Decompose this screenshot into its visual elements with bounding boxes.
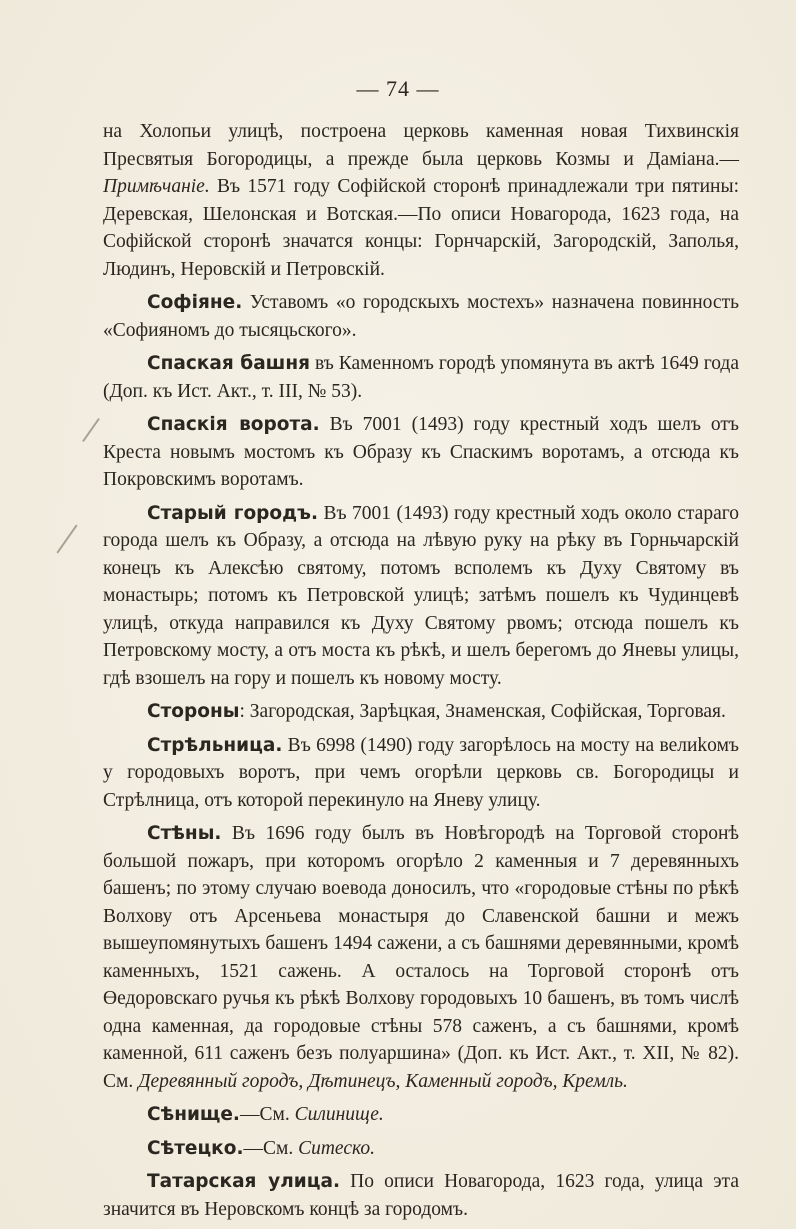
entry-heading: Сѣтецко.	[147, 1137, 244, 1159]
text-body	[103, 118, 739, 1229]
entry-senishche: Сѣнище.—См. Силинище.	[147, 1104, 384, 1125]
entry-heading: Старый городъ.	[147, 502, 318, 524]
entry-tatarskaya-ulitsa: Татарская улица. По описи Новагорода, 1623 года, улица эта значится въ Неровскомъ концѣ за городомъ.	[103, 1171, 739, 1220]
entry-heading: Татарская улица.	[147, 1171, 340, 1192]
entry-heading: Сѣнище.	[147, 1104, 240, 1125]
page-number: — 74 —	[356, 76, 440, 101]
entry-spaskaya-bashnya: Спаская башня въ Каменномъ городѣ упомянута въ актѣ 1649 года (Доп. къ Ист. Акт., т. III, № 53).	[103, 353, 739, 402]
entry-heading: Спаская башня	[147, 353, 310, 374]
margin-pencil-mark	[56, 525, 77, 554]
entry-steny: Стѣны. Въ 1696 году былъ въ Новѣгородѣ на Торговой сторонѣ большой пожаръ, при которомъ огорѣло 2 каменныя и 7 деревянныхъ башенъ; по этому случаю воевода доносилъ, что «городовые стѣны по рѣкѣ Волхову отъ Арсеньева монастыря до Славенской башни и межъ вышеупомянутыхъ башенъ 1494 сажени, а съ башнями деревянными, кромѣ каменныхъ, 1521 сажень. А осталось на Торговой сторонѣ отъ Өедоровскаго ручья къ рѣкѣ Волхову городовыхъ 10 башенъ, въ томъ числѣ одна каменная, да городовые стѣны 578 саженъ, а съ башнями, кромѣ каменной, 611 саженъ безъ полуаршина» (Доп. къ Ист. Акт., т. XII, № 82). См. Деревянный городъ, Дѣтинецъ, Каменный городъ, Кремль.	[103, 823, 739, 1092]
entry-heading: Стороны	[147, 701, 240, 722]
entry-heading: Софіяне.	[147, 292, 243, 313]
margin-pencil-mark	[82, 418, 100, 442]
paragraph-continuation: на Холопьи улицѣ, построена церковь каменная новая Тихвинскія Пресвятыя Богородицы, а прежде была церковь Козмы и Даміана.—Примѣчаніе. Въ 1571 году Софійской сторонѣ принадлежали три пятины: Деревская, Шелонская и Вотская.—По описи Новагорода, 1623 года, на Софійской сторонѣ значатся концы: Горнчарскій, Загородскій, Заполья, Людинъ, Неровскій и Петровскій.	[103, 121, 739, 280]
entry-spaskiya-vorota: Спаскія ворота. Въ 7001 (1493) году крестный ходъ шелъ отъ Креста новымъ мостомъ къ Образу къ Спаскимъ воротамъ, а отсюда къ Покровскимъ воротамъ.	[103, 414, 739, 490]
entry-setetsko: Сѣтецко.—См. Ситеско.	[147, 1137, 375, 1159]
cross-reference: Силинище.	[294, 1104, 384, 1125]
entry-staryi-gorod: Старый городъ. Въ 7001 (1493) году крестный ходъ около стараго города шелъ къ Образу, а отсюда на лѣвую руку на рѣку въ Горньчарскій конецъ къ Алексѣю святому, потомъ всполемъ къ Духу Святому въ монастырь; потомъ къ Петровской улицѣ; затѣмъ пошелъ къ Чудинцевѣ улицѣ, откуда направился къ Духу Святому рвомъ; отсюда пошелъ къ Петровскому мосту, а отъ моста къ рѣкѣ, и шелъ берегомъ до Яневы улицы, гдѣ взошелъ на гору и пошелъ къ новому мосту.	[103, 502, 740, 689]
entry-heading: Стрѣльница.	[147, 734, 283, 756]
entry-heading: Стѣны.	[147, 823, 222, 844]
entry-heading: Спаскія ворота.	[147, 414, 320, 435]
entry-strelnitsa: Стрѣльница. Въ 6998 (1490) году загорѣлось на мосту на велиkомъ у городовыхъ воротъ, при чемъ огорѣли церковь св. Богородицы и Стрѣлница, отъ которой перекинуло на Яневу улицу.	[103, 734, 739, 811]
entry-storony: Стороны: Загородская, Зарѣцкая, Знаменская, Софійская, Торговая.	[147, 701, 726, 722]
cross-reference: Деревянный городъ, Дѣтинецъ, Каменный городъ, Кремль.	[138, 1070, 628, 1092]
cross-reference: Ситеско.	[298, 1137, 375, 1159]
entry-sofiyane: Софіяне. Уставомъ «о городскыхъ мостехъ» назначена повинность «Софияномъ до тысяцьского».	[103, 292, 739, 341]
